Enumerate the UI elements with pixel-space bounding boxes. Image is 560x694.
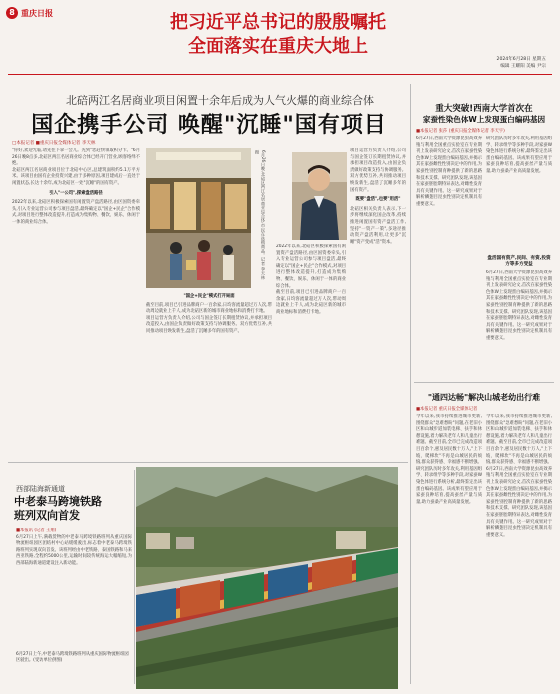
rail-story-byline: ■本报讯 (记者 王翔) [16,528,57,533]
right-story2-byline: ■本报记者 重庆日报全媒体记者 [416,407,478,412]
banner-slogan-line2: 全面落实在重庆大地上 [188,36,368,57]
right-story2-title: "通四达畅"解决山城老幼出行难 [427,393,541,402]
right-story2-column-a [416,414,482,686]
issue-date: 2024年6月28日 星期五 [496,57,546,62]
main-story-kicker: 北碚两江名居商业项目闲置十余年后成为人气火爆的商业综合体 [66,94,374,107]
column-divider [410,84,411,684]
right-story1-subhead: 盘活国有资产,民间、有资,投资方等多方受益 [487,256,551,267]
masthead [0,0,560,72]
right-story2-column-b [486,414,552,686]
right-story2-body: 今年以来,我市持续推进城市更新,围绕群众"急难愁盼"问题,在老旧小区和山城步道加装电梯、扶手和休憩设施,着力解决老年人和儿童出行难题。截至目前,全市已完成改造项目百余个,惠及居民数十万人,"上下坡、爬梯坎"不再是山城居民的烦恼,群众获得感、幸福感不断增强。 [416,414,482,466]
newspaper-name: 重庆日报 [21,7,53,18]
main-story-headline: 国企携手公司 唤醒"沉睡"国有项目 [31,113,387,138]
right-story1-body: 6月27日,西南大学资源昆虫高效养殖与利用全国重点实验室在专业期刊上发表研究论文,首次在家蚕性染色体W上发现蛋白编码基因,并揭示其在家蚕雌性性别决定中的作用,为家蚕性别控制育种提供了新的思路和技术支撑。研究团队发现,该基因在家蚕胚胎期特异表达,对雌性发育具有关键作用。这一研究成果对于解析鳞翅目昆虫性别决定机制具有重要意义。 [416,136,482,207]
main-story-paragraph: 项目运营方负责人介绍,公司与国企签订长期租赁协议,并承担项目改造投入,由国企负责做好政策支持与协调服务。双方优势互补,共同推动项目焕发新生,盘活了沉睡多年的国有资产。 [350,148,406,193]
shopping-mall-photo [146,148,251,288]
right-story1-title-line2: 家蚕性染色体W上发现蛋白编码基因 [422,115,546,124]
main-story-column2b [276,244,346,460]
right-story2-body: 6月27日,西南大学资源昆虫高效养殖与利用全国重点实验室在专业期刊上发表研究论文,首次在家蚕性染色体W上发现蛋白编码基因,并揭示其在家蚕雌性性别决定中的作用,为家蚕性别控制育种提供了新的思路和技术支撑。研究团队发现,该基因在家蚕胚胎期特异表达,对雌性发育具有关键作用。这一研究成果对于解析鳞翅目昆虫性别决定机制具有重要意义。 [486,466,552,538]
main-story-paragraph: 2022年以来,北碚区积极探索国有闲置资产盘活路径,由区国资委牵头,引入专业运营公司参与项目盘活,最终确定以"国企+民企"合作模式,对项目进行整体改造提升,打造成为集购物、餐饮、娱乐、休闲于一体的商业综合体。 [12,200,140,225]
main-story-subhead: 引入"一公司",探索盘活路径 [49,190,103,196]
right-story1-column-a [416,136,482,376]
right-story1-body2: 研究团队历时多年攻关,利用基因组学、转录组学等多种手段,对家蚕W染色体进行系统分析,最终鉴定出该蛋白编码基因。该成果有望应用于家蚕良种培育,提高蚕丝产量与质量,助力蚕桑产业高质量发展。 [486,136,552,174]
main-story-column3 [350,148,406,468]
main-story-lead: "你好,欢迎光临,请先往下拿一会儿。先到"您赶快领取积分卡。"6月26日晚8点多,北碚区两江名居商业综合体已经开门营业,顾客络绎不绝。 [12,148,140,167]
rail-story-paragraph: 6月27日上午,满载货物的中老泰马跨境铁路班列从重庆国际物流枢纽园区团结村中心站缓缓驶出,标志着中老泰马跨境铁路班列实现双向首发。该班列经由中老铁路、泰国铁路和马来西亚铁路,全程约5000公里,运输时间较传统海运大幅缩短,为西部陆海新通道建设注入新动能。 [16,534,132,566]
right-col-divider [414,382,554,383]
main-story-column1 [12,148,140,478]
rail-story-body [16,528,132,648]
section-divider [8,462,408,463]
right-story1-title-line1: 重大突破!西南大学首次在 [435,104,533,114]
rail-story-headline [14,495,132,523]
rail-headline-line2: 班列双向首发 [14,509,80,522]
rail-column-divider [134,470,135,684]
main-story-paragraph: 项目运营方负责人介绍,公司与国企签订长期租赁协议,并承担项目改造投入,由国企负责做好政策支持与协调服务。双方优势互补,共同推动项目焕发新生,盘活了沉睡多年的国有资产。 [146,315,272,334]
masthead-rule [8,74,552,75]
main-story-paragraph: 截至目前,项目已引进品牌商户一百余家,日均客流量超过万人次,带动周边就业上千人,成为北碚区新的城市商业地标和消费打卡地。 [276,290,346,315]
main-story-paragraph: 截至目前,项目已引进品牌商户一百余家,日均客流量超过万人次,带动周边就业上千人,成为北碚区新的城市商业地标和消费打卡地。 [146,302,272,315]
main-story-subhead: 既要"盘活",也要"用活" [355,197,401,203]
issue-editors: 编辑 王耀阳 美编 尹宗 [500,64,546,69]
main-story-paragraph: 北碚区两江名居商业项目位于北碚中心区,总建筑面积约5.1万平方米。该项目由国有企业投资兴建,由于多种原因,项目建成后一直处于闲置状态,长达十余年,成为北碚区一处"沉睡"的国有资产。 [12,167,140,186]
page-number-badge: 8 [6,7,18,19]
banner-slogan-line1: 把习近平总书记的殷殷嘱托 [170,12,386,33]
newspaper-logo [6,7,53,19]
main-story-paragraph: 2022年以来,北碚区积极探索国有闲置资产盘活路径,由区国资委牵头,引入专业运营公司参与项目盘活,最终确定以"国企+民企"合作模式,对项目进行整体改造提升,打造成为集购物、餐饮、娱乐、休闲于一体的商业综合体。 [276,244,346,289]
issue-info [497,56,546,70]
right-story1-column-c [486,270,552,376]
main-story-byline: □本报记者 ■重庆日报全媒体记者 李天林 [12,141,96,146]
rail-story-kicker: 西部陆海新通道 [16,485,65,493]
rail-photo-caption: 6月27日上午,中老泰马跨境铁路班列从重庆国际物流枢纽园区驶出。(受访单位供图) [16,652,129,664]
main-story-paragraph: 北碚区相关负责人表示,下一步将继续深化国企改革,持续推进闲置国有资产盘活工作,坚持"一资产一策",多途径推动资产盘活利用,让更多"沉睡"资产变成"活"资本。 [350,206,406,245]
portrait-photo [292,152,347,240]
right-story1-column-b [486,136,552,254]
right-story1-byline: ■本报记者 张莎 (重庆日报全媒体记者 李天宇) [416,129,505,134]
right-story2-body: 今年以来,我市持续推进城市更新,围绕群众"急难愁盼"问题,在老旧小区和山城步道加装电梯、扶手和休憩设施,着力解决老年人和儿童出行难题。截至目前,全市已完成改造项目百余个,惠及居民数十万人,"上下坡、爬梯坎"不再是山城居民的烦恼,群众获得感、幸福感不断增强。 [486,414,552,466]
right-story1-body: 6月27日,西南大学资源昆虫高效养殖与利用全国重点实验室在专业期刊上发表研究论文,首次在家蚕性染色体W上发现蛋白编码基因,并揭示其在家蚕雌性性别决定中的作用,为家蚕性别控制育种提供了新的思路和技术支撑。研究团队发现,该基因在家蚕胚胎期特异表达,对雌性发育具有关键作用。这一研究成果对于解析鳞翅目昆虫性别决定机制具有重要意义。 [486,270,552,341]
photo-caption: 6月26日晚,北碚区两江名居商业综合体,市民在选购商品。记者 李天林 摄 [255,150,266,280]
right-story2-body: 研究团队历时多年攻关,利用基因组学、转录组学等多种手段,对家蚕W染色体进行系统分析,最终鉴定出该蛋白编码基因。该成果有望应用于家蚕良种培育,提高蚕丝产量与质量,助力蚕桑产业高质量发展。 [416,466,482,505]
freight-train-photo [136,467,398,689]
main-story-subhead: "国企+民企"模式打开局面 [183,294,235,299]
main-story-column2 [146,292,272,460]
rail-headline-line1: 中老泰马跨境铁路 [14,495,102,508]
